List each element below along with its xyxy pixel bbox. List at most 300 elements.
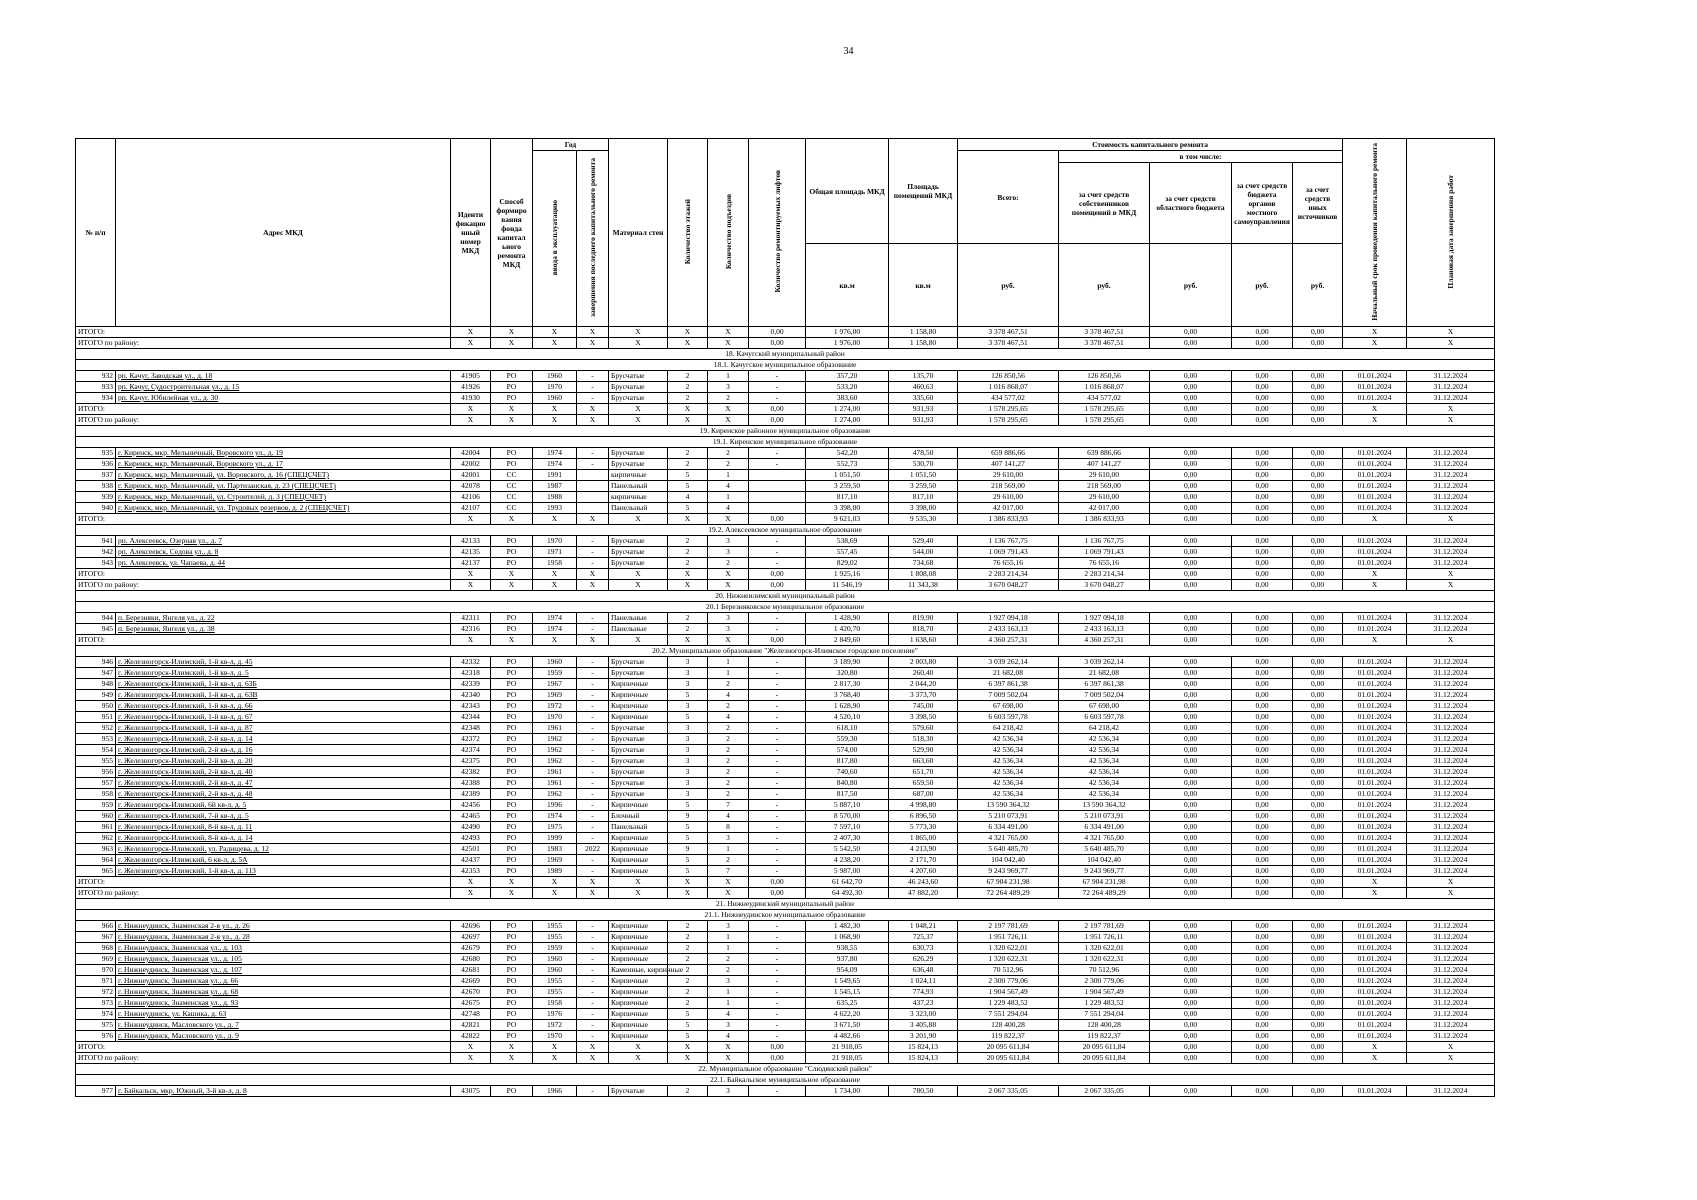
row-total-cost: 7 009 502,04 xyxy=(958,690,1059,701)
row-regional: 0,00 xyxy=(1150,492,1232,503)
row-regional: 0,00 xyxy=(1150,459,1232,470)
row-ident: 42339 xyxy=(451,679,491,690)
row-year-commission: 1960 xyxy=(533,965,577,976)
row-total-area: 5 887,10 xyxy=(806,800,889,811)
section-heading-row xyxy=(76,591,1495,602)
total-local-cell: 0,00 xyxy=(1232,888,1293,899)
row-material: Кирпичные xyxy=(609,921,668,932)
row-start: 01.01.2024 xyxy=(1343,976,1407,987)
row-premises-area: 529,90 xyxy=(889,745,958,756)
row-address: рп. Алексеевск, ул. Чапаева, д. 44 xyxy=(116,558,451,569)
row-other: 0,00 xyxy=(1293,547,1343,558)
row-owners: 1 016 868,07 xyxy=(1059,382,1150,393)
total-label: ИТОГО: xyxy=(76,877,451,888)
total-x-cell: X xyxy=(577,1053,609,1064)
row-premises-area: 636,48 xyxy=(889,965,958,976)
row-floors: 5 xyxy=(668,866,708,877)
row-total-cost: 13 590 364,32 xyxy=(958,800,1059,811)
row-year-commission: 1958 xyxy=(533,998,577,1009)
row-total-area: 5 542,50 xyxy=(806,844,889,855)
total-x-cell: X xyxy=(577,877,609,888)
row-premises-area: 774,93 xyxy=(889,987,958,998)
total-regional-cell: 0,00 xyxy=(1150,514,1232,525)
row-total-area: 740,60 xyxy=(806,767,889,778)
row-end: 31.12.2024 xyxy=(1407,976,1495,987)
row-total-cost: 6 397 861,38 xyxy=(958,679,1059,690)
row-method: РО xyxy=(491,701,533,712)
total-area-cell: 2 849,60 xyxy=(806,635,889,646)
row-material: Кирпичные xyxy=(609,987,668,998)
row-premises-area: 579,60 xyxy=(889,723,958,734)
row-year-commission: 1969 xyxy=(533,855,577,866)
row-method: РО xyxy=(491,800,533,811)
row-other: 0,00 xyxy=(1293,987,1343,998)
row-end: 31.12.2024 xyxy=(1407,822,1495,833)
total-x-cell: X xyxy=(668,888,708,899)
total-end-cell: X xyxy=(1407,327,1495,338)
row-repair-count: - xyxy=(749,822,806,833)
total-area-cell: 11 546,19 xyxy=(806,580,889,591)
row-other: 0,00 xyxy=(1293,1031,1343,1042)
row-regional: 0,00 xyxy=(1150,932,1232,943)
total-x-cell: X xyxy=(533,635,577,646)
row-total-cost: 70 512,96 xyxy=(958,965,1059,976)
row-owners: 1 927 094,18 xyxy=(1059,613,1150,624)
row-material: Брусчатые xyxy=(609,734,668,745)
header-year-group: Год xyxy=(533,139,609,151)
row-floors: 5 xyxy=(668,503,708,514)
row-local: 0,00 xyxy=(1232,800,1293,811)
total-cost-cell: 3 670 048,27 xyxy=(958,580,1059,591)
total-x-cell: X xyxy=(708,1042,749,1053)
row-ident: 42821 xyxy=(451,1020,491,1031)
row-method: РО xyxy=(491,822,533,833)
row-premises-area: 817,10 xyxy=(889,492,958,503)
total-x-cell: X xyxy=(577,415,609,426)
row-total-cost: 42 536,34 xyxy=(958,767,1059,778)
header-floors-label: Количество этажей xyxy=(683,198,693,265)
row-entrances: 1 xyxy=(708,844,749,855)
row-method: РО xyxy=(491,657,533,668)
row-number: 975 xyxy=(76,1020,116,1031)
row-number: 967 xyxy=(76,932,116,943)
row-year-last-repair: - xyxy=(577,1086,609,1097)
row-ident: 42344 xyxy=(451,712,491,723)
row-end: 31.12.2024 xyxy=(1407,745,1495,756)
total-owners-cell: 2 283 214,34 xyxy=(1059,569,1150,580)
total-x-cell: X xyxy=(577,514,609,525)
row-method: РО xyxy=(491,393,533,404)
row-method: РО xyxy=(491,690,533,701)
total-start-cell: X xyxy=(1343,580,1407,591)
table-row xyxy=(76,976,1495,987)
row-method: РО xyxy=(491,954,533,965)
row-other: 0,00 xyxy=(1293,624,1343,635)
row-start: 01.01.2024 xyxy=(1343,1031,1407,1042)
row-other: 0,00 xyxy=(1293,844,1343,855)
row-total-area: 937,80 xyxy=(806,954,889,965)
total-x-cell: X xyxy=(708,415,749,426)
total-start-cell: X xyxy=(1343,327,1407,338)
total-cost-cell: 4 360 257,31 xyxy=(958,635,1059,646)
row-floors: 2 xyxy=(668,954,708,965)
row-total-cost: 76 655,16 xyxy=(958,558,1059,569)
row-entrances: 8 xyxy=(708,822,749,833)
row-address: г. Нижнеудинск, Знаменская ул., д. 93 xyxy=(116,998,451,1009)
total-x-cell: X xyxy=(451,1042,491,1053)
row-address: г. Киренск, мкр. Мельничный, ул. Воровского, д. 16 (СПЕЦСЧЕТ) xyxy=(116,470,451,481)
row-total-area: 7 597,10 xyxy=(806,822,889,833)
row-premises-area: 3 398,00 xyxy=(889,503,958,514)
row-method: РО xyxy=(491,833,533,844)
row-total-cost: 1 136 767,75 xyxy=(958,536,1059,547)
section-heading: 20.1 Березняковское муниципальное образование xyxy=(76,602,1495,613)
table-row xyxy=(76,1009,1495,1020)
row-ident: 42343 xyxy=(451,701,491,712)
total-start-cell: X xyxy=(1343,1053,1407,1064)
total-start-cell: X xyxy=(1343,1042,1407,1053)
table-row xyxy=(76,503,1495,514)
row-method: РО xyxy=(491,371,533,382)
row-year-commission: 1960 xyxy=(533,393,577,404)
subtotal-row xyxy=(76,1042,1495,1053)
row-total-area: 1 068,90 xyxy=(806,932,889,943)
row-other: 0,00 xyxy=(1293,712,1343,723)
row-method: СС xyxy=(491,503,533,514)
total-x-cell: X xyxy=(533,580,577,591)
row-start: 01.01.2024 xyxy=(1343,613,1407,624)
unit-owners: руб. xyxy=(1059,244,1150,327)
total-x-cell: X xyxy=(708,569,749,580)
row-year-commission: 1993 xyxy=(533,503,577,514)
total-x-cell: X xyxy=(609,888,668,899)
row-method: РО xyxy=(491,778,533,789)
row-entrances: 2 xyxy=(708,701,749,712)
total-owners-cell: 3 378 467,51 xyxy=(1059,327,1150,338)
total-end-cell: X xyxy=(1407,635,1495,646)
row-year-last-repair: - xyxy=(577,932,609,943)
row-repair-count: - xyxy=(749,1031,806,1042)
row-premises-area: 135,70 xyxy=(889,371,958,382)
row-number: 937 xyxy=(76,470,116,481)
total-x-cell: X xyxy=(577,888,609,899)
row-total-cost: 42 536,34 xyxy=(958,756,1059,767)
row-other: 0,00 xyxy=(1293,448,1343,459)
row-other: 0,00 xyxy=(1293,690,1343,701)
row-floors: 5 xyxy=(668,712,708,723)
row-floors: 2 xyxy=(668,536,708,547)
row-total-area: 533,20 xyxy=(806,382,889,393)
row-end: 31.12.2024 xyxy=(1407,558,1495,569)
row-owners: 126 850,56 xyxy=(1059,371,1150,382)
header-total: Всего: xyxy=(958,151,1059,244)
row-regional: 0,00 xyxy=(1150,1031,1232,1042)
row-premises-area: 335,60 xyxy=(889,393,958,404)
row-other: 0,00 xyxy=(1293,657,1343,668)
row-start: 01.01.2024 xyxy=(1343,745,1407,756)
row-year-last-repair xyxy=(577,492,609,503)
row-number: 973 xyxy=(76,998,116,1009)
row-address: г. Нижнеудинск, Знаменская ул., д. 68 xyxy=(116,987,451,998)
total-x-cell: X xyxy=(491,569,533,580)
row-end: 31.12.2024 xyxy=(1407,723,1495,734)
row-year-commission: 1974 xyxy=(533,613,577,624)
total-premises-area-cell: 11 343,38 xyxy=(889,580,958,591)
total-other-cell: 0,00 xyxy=(1293,580,1343,591)
total-regional-cell: 0,00 xyxy=(1150,888,1232,899)
row-other: 0,00 xyxy=(1293,778,1343,789)
row-total-cost: 6 603 597,78 xyxy=(958,712,1059,723)
row-material: Кирпичные xyxy=(609,976,668,987)
row-address: г. Нижнеудинск, Знаменская 2-я ул., д. 26 xyxy=(116,921,451,932)
row-total-area: 357,20 xyxy=(806,371,889,382)
row-method: РО xyxy=(491,855,533,866)
row-owners: 42 536,34 xyxy=(1059,745,1150,756)
row-address: г. Железногорск-Илимский, 7-й кв-л, д. 5 xyxy=(116,811,451,822)
total-x-cell: X xyxy=(577,327,609,338)
row-repair-count: - xyxy=(749,371,806,382)
row-regional: 0,00 xyxy=(1150,481,1232,492)
row-address: рп. Алексеевск, Седова ул., д. 8 xyxy=(116,547,451,558)
row-local: 0,00 xyxy=(1232,734,1293,745)
row-start: 01.01.2024 xyxy=(1343,954,1407,965)
row-year-last-repair: - xyxy=(577,1031,609,1042)
row-repair-count: - xyxy=(749,657,806,668)
row-entrances: 4 xyxy=(708,503,749,514)
row-regional: 0,00 xyxy=(1150,547,1232,558)
total-x-cell: X xyxy=(533,888,577,899)
total-cost-cell: 20 095 611,84 xyxy=(958,1042,1059,1053)
row-year-last-repair: - xyxy=(577,987,609,998)
unit-total: руб. xyxy=(958,244,1059,327)
row-number: 963 xyxy=(76,844,116,855)
total-repair-count: 0,00 xyxy=(749,569,806,580)
total-x-cell: X xyxy=(668,514,708,525)
row-year-commission: 1972 xyxy=(533,1020,577,1031)
total-premises-area-cell: 1 638,60 xyxy=(889,635,958,646)
row-premises-area: 437,23 xyxy=(889,998,958,1009)
row-total-area: 4 482,66 xyxy=(806,1031,889,1042)
page-number: 34 xyxy=(843,46,854,57)
row-ident: 41930 xyxy=(451,393,491,404)
row-entrances: 1 xyxy=(708,932,749,943)
total-label: ИТОГО: xyxy=(76,1042,451,1053)
row-year-commission: 1976 xyxy=(533,1009,577,1020)
table-row xyxy=(76,866,1495,877)
row-floors: 3 xyxy=(668,734,708,745)
row-total-area: 4 520,10 xyxy=(806,712,889,723)
row-material: Брусчатые xyxy=(609,371,668,382)
row-year-last-repair: - xyxy=(577,734,609,745)
total-x-cell: X xyxy=(708,1053,749,1064)
row-premises-area: 3 259,50 xyxy=(889,481,958,492)
row-total-cost: 1 927 094,18 xyxy=(958,613,1059,624)
table-row xyxy=(76,624,1495,635)
row-end: 31.12.2024 xyxy=(1407,987,1495,998)
total-x-cell: X xyxy=(609,327,668,338)
header-end xyxy=(1407,139,1495,327)
row-regional: 0,00 xyxy=(1150,789,1232,800)
row-address: рп. Качуг, Юбилейная ул., д. 30 xyxy=(116,393,451,404)
header-end-label: Плановая дата завершения работ xyxy=(1446,174,1456,289)
section-heading: 21. Нижнеудинский муниципальный район xyxy=(76,899,1495,910)
section-heading-row xyxy=(76,349,1495,360)
row-method: СС xyxy=(491,492,533,503)
table-row xyxy=(76,481,1495,492)
total-local-cell: 0,00 xyxy=(1232,327,1293,338)
row-number: 933 xyxy=(76,382,116,393)
row-regional: 0,00 xyxy=(1150,987,1232,998)
row-year-commission: 1955 xyxy=(533,932,577,943)
table-row xyxy=(76,734,1495,745)
row-ident: 42001 xyxy=(451,470,491,481)
row-year-commission: 1962 xyxy=(533,745,577,756)
row-owners: 6 603 597,78 xyxy=(1059,712,1150,723)
row-local: 0,00 xyxy=(1232,811,1293,822)
row-year-commission: 1955 xyxy=(533,921,577,932)
row-ident: 42372 xyxy=(451,734,491,745)
total-cost-cell: 72 264 489,29 xyxy=(958,888,1059,899)
row-year-commission: 1970 xyxy=(533,382,577,393)
subtotal-row xyxy=(76,635,1495,646)
row-address: г. Нижнеудинск, Знаменская ул., д. 66 xyxy=(116,976,451,987)
total-other-cell: 0,00 xyxy=(1293,877,1343,888)
row-start: 01.01.2024 xyxy=(1343,536,1407,547)
row-year-last-repair: - xyxy=(577,756,609,767)
row-year-commission: 1960 xyxy=(533,657,577,668)
row-ident: 41905 xyxy=(451,371,491,382)
row-number: 935 xyxy=(76,448,116,459)
row-total-cost: 1 904 567,49 xyxy=(958,987,1059,998)
row-local: 0,00 xyxy=(1232,503,1293,514)
total-x-cell: X xyxy=(491,415,533,426)
row-owners: 1 229 483,52 xyxy=(1059,998,1150,1009)
row-end: 31.12.2024 xyxy=(1407,965,1495,976)
row-total-cost: 42 536,34 xyxy=(958,734,1059,745)
row-regional: 0,00 xyxy=(1150,448,1232,459)
row-ident: 42696 xyxy=(451,921,491,932)
total-x-cell: X xyxy=(609,1042,668,1053)
table-row xyxy=(76,459,1495,470)
row-total-area: 817,50 xyxy=(806,789,889,800)
row-other: 0,00 xyxy=(1293,921,1343,932)
row-entrances: 2 xyxy=(708,789,749,800)
section-heading-row xyxy=(76,1064,1495,1075)
row-total-cost: 6 334 491,00 xyxy=(958,822,1059,833)
row-start: 01.01.2024 xyxy=(1343,503,1407,514)
row-total-cost: 1 951 726,11 xyxy=(958,932,1059,943)
row-number: 948 xyxy=(76,679,116,690)
row-start: 01.01.2024 xyxy=(1343,668,1407,679)
row-regional: 0,00 xyxy=(1150,778,1232,789)
row-other: 0,00 xyxy=(1293,800,1343,811)
header-repair-count-label: Количество ремонтируемых лифтов xyxy=(772,170,782,293)
total-premises-area-cell: 1 158,80 xyxy=(889,327,958,338)
row-year-commission: 1960 xyxy=(533,954,577,965)
table-row xyxy=(76,943,1495,954)
row-premises-area: 659,50 xyxy=(889,778,958,789)
row-premises-area: 3 373,70 xyxy=(889,690,958,701)
row-floors: 4 xyxy=(668,492,708,503)
row-other: 0,00 xyxy=(1293,745,1343,756)
row-end: 31.12.2024 xyxy=(1407,833,1495,844)
row-total-area: 4 622,20 xyxy=(806,1009,889,1020)
row-local: 0,00 xyxy=(1232,844,1293,855)
row-other: 0,00 xyxy=(1293,943,1343,954)
total-repair-count: 0,00 xyxy=(749,404,806,415)
capital-repair-table xyxy=(75,138,1495,1097)
row-floors: 3 xyxy=(668,778,708,789)
row-method: РО xyxy=(491,811,533,822)
row-entrances: 3 xyxy=(708,613,749,624)
row-start: 01.01.2024 xyxy=(1343,987,1407,998)
row-floors: 2 xyxy=(668,371,708,382)
total-regional-cell: 0,00 xyxy=(1150,338,1232,349)
total-owners-cell: 67 904 231,98 xyxy=(1059,877,1150,888)
row-material: Брусчатые xyxy=(609,668,668,679)
total-area-cell: 64 492,30 xyxy=(806,888,889,899)
row-ident: 42311 xyxy=(451,613,491,624)
row-material: Кирпичные xyxy=(609,690,668,701)
row-other: 0,00 xyxy=(1293,976,1343,987)
total-local-cell: 0,00 xyxy=(1232,404,1293,415)
total-area-cell: 21 918,05 xyxy=(806,1053,889,1064)
total-area-cell: 9 621,03 xyxy=(806,514,889,525)
row-premises-area: 3 201,90 xyxy=(889,1031,958,1042)
row-address: г. Железногорск-Илимский, 1-й кв-л, д. 66 xyxy=(116,701,451,712)
row-ident: 42374 xyxy=(451,745,491,756)
row-owners: 1 320 622,31 xyxy=(1059,954,1150,965)
row-end: 31.12.2024 xyxy=(1407,668,1495,679)
total-end-cell: X xyxy=(1407,514,1495,525)
row-year-commission: 1961 xyxy=(533,723,577,734)
row-address: г. Железногорск-Илимский, 2-й кв-л, д. 47 xyxy=(116,778,451,789)
row-year-commission: 1972 xyxy=(533,701,577,712)
section-heading-row xyxy=(76,646,1495,657)
row-regional: 0,00 xyxy=(1150,822,1232,833)
row-owners: 1 951 726,11 xyxy=(1059,932,1150,943)
total-x-cell: X xyxy=(491,338,533,349)
row-local: 0,00 xyxy=(1232,932,1293,943)
row-address: г. Железногорск-Илимский, 1-й кв-л, д. 63Б xyxy=(116,679,451,690)
row-material: Кирпичные xyxy=(609,954,668,965)
row-owners: 64 218,42 xyxy=(1059,723,1150,734)
row-year-last-repair: - xyxy=(577,547,609,558)
row-premises-area: 819,90 xyxy=(889,613,958,624)
row-number: 951 xyxy=(76,712,116,723)
row-year-last-repair: - xyxy=(577,558,609,569)
row-total-area: 320,80 xyxy=(806,668,889,679)
row-start: 01.01.2024 xyxy=(1343,371,1407,382)
row-owners: 6 397 861,38 xyxy=(1059,679,1150,690)
table-row xyxy=(76,448,1495,459)
row-number: 940 xyxy=(76,503,116,514)
total-x-cell: X xyxy=(451,514,491,525)
row-start: 01.01.2024 xyxy=(1343,965,1407,976)
total-premises-area-cell: 9 535,30 xyxy=(889,514,958,525)
row-owners: 13 590 364,32 xyxy=(1059,800,1150,811)
row-local: 0,00 xyxy=(1232,976,1293,987)
row-year-commission: 1961 xyxy=(533,778,577,789)
total-x-cell: X xyxy=(668,877,708,888)
row-method: РО xyxy=(491,756,533,767)
row-method: РО xyxy=(491,745,533,756)
section-heading-row xyxy=(76,525,1495,536)
total-cost-cell: 3 378 467,51 xyxy=(958,327,1059,338)
row-other: 0,00 xyxy=(1293,558,1343,569)
row-number: 939 xyxy=(76,492,116,503)
row-owners: 434 577,02 xyxy=(1059,393,1150,404)
